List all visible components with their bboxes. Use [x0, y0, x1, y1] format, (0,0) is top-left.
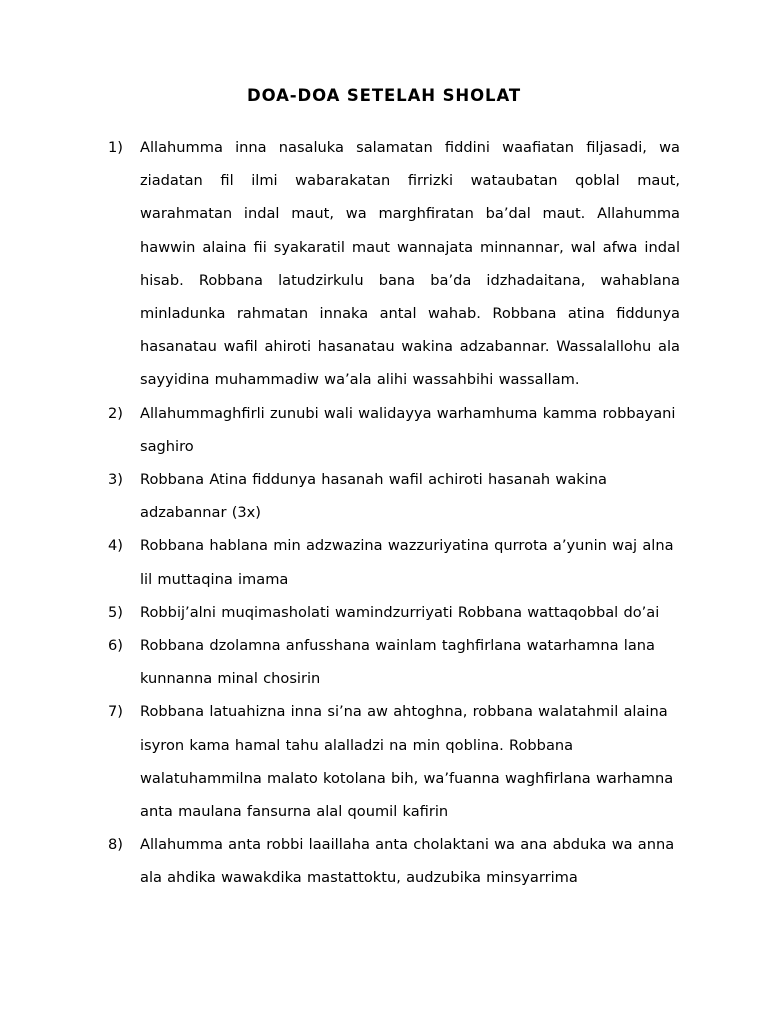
- list-item-text: Robbana Atina fiddunya hasanah wafil achiroti hasanah wakina adzabannar (3x): [140, 471, 607, 522]
- list-item-text: Robbana hablana min adzwazina wazzuriyatina qurrota a’yunin waj alna lil muttaqina imama: [140, 537, 674, 588]
- list-item-text: Allahummaghfirli zunubi wali walidayya warhamhuma kamma robbayani saghiro: [140, 404, 676, 455]
- list-item-marker: 6): [108, 637, 123, 655]
- page-title: DOA-DOA SETELAH SHOLAT: [247, 86, 521, 105]
- list-item: [108, 131, 680, 397]
- doa-list: [108, 131, 680, 895]
- list-item-marker: 8): [108, 836, 123, 854]
- list-item-marker: 4): [108, 537, 123, 555]
- list-item: [108, 463, 680, 529]
- list-item-marker: 5): [108, 603, 123, 621]
- list-item-text: Robbana dzolamna anfusshana wainlam taghfirlana watarhamna lana kunnanna minal chosirin: [140, 637, 655, 688]
- list-item: [108, 695, 680, 828]
- list-item: [108, 529, 680, 595]
- list-item: [108, 596, 680, 629]
- list-item-text: Robbana latuahizna inna si’na aw ahtoghna, robbana walatahmil alaina isyron kama hamal tahu alalladzi na min qoblina. Robbana walatuhammilna malato kotolana bih, wa’fuanna waghfirlana warhamna anta maulana fansurna alal qoumil kafirin: [140, 703, 674, 821]
- list-item-marker: 3): [108, 471, 123, 489]
- list-item: [108, 629, 680, 695]
- list-item-marker: 2): [108, 404, 123, 422]
- list-item-marker: 7): [108, 703, 123, 721]
- list-item-text: Allahumma inna nasaluka salamatan fiddini waafiatan filjasadi, wa ziadatan fil ilmi wabarakatan firrizki wataubatan qoblal maut, warahmatan indal maut, wa marghfiratan ba’dal maut. Allahumma hawwin alaina fii syakaratil maut wannajata minnannar, wal afwa indal hisab. Robbana latudzirkulu bana ba’da idzhadaitana, wahablana minladunka rahmatan innaka antal wahab. Robbana atina fiddunya hasanatau wafil ahiroti hasanatau wakina adzabannar. Wassalallohu ala sayyidina muhammadiw wa’ala alihi wassahbihi wassallam.: [140, 139, 680, 389]
- list-item: [108, 397, 680, 463]
- list-item-text: Robbij’alni muqimasholati wamindzurriyati Robbana wattaqobbal do’ai: [140, 603, 660, 621]
- list-item-marker: 1): [108, 139, 123, 156]
- list-item: [108, 828, 680, 894]
- list-item-text: Allahumma anta robbi laaillaha anta cholaktani wa ana abduka wa anna ala ahdika wawakdika mastattoktu, audzubika minsyarrima: [140, 836, 675, 887]
